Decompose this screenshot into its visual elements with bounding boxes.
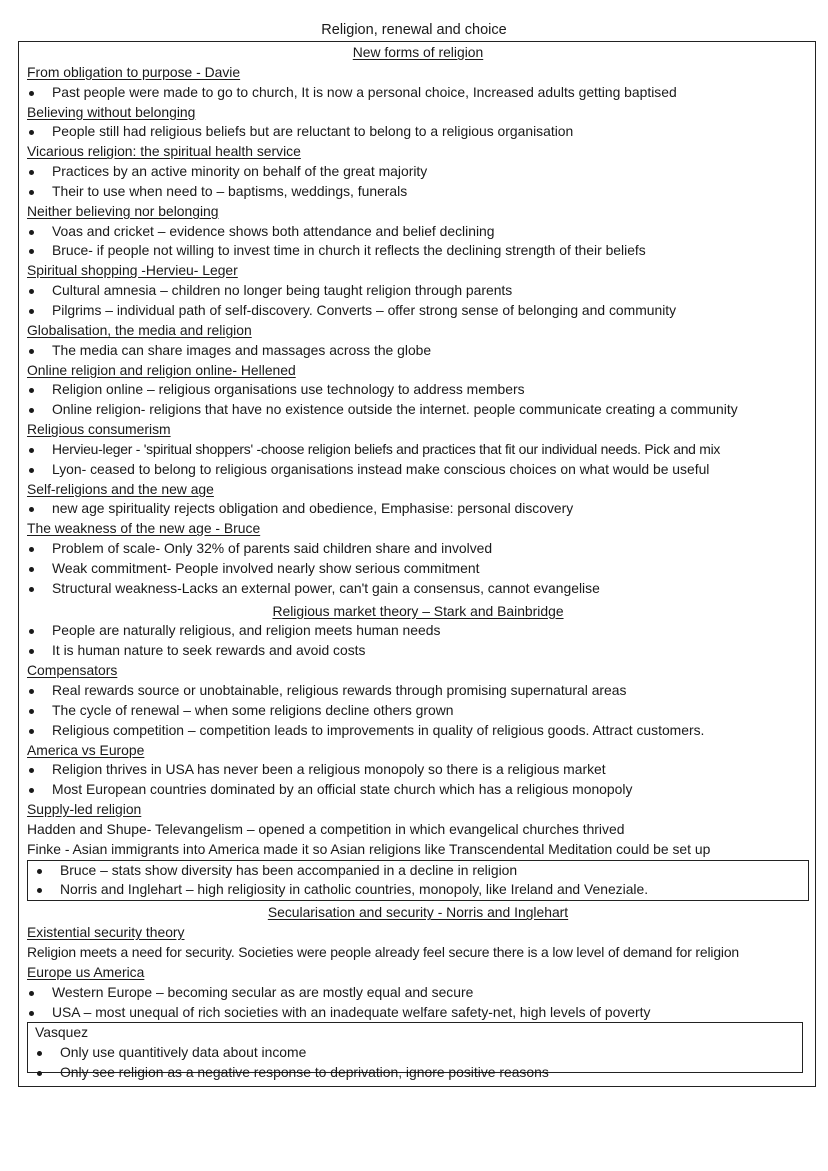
- bullet-item: Pilgrims – individual path of self-discovery. Converts – offer strong sense of belonging and community: [27, 301, 817, 321]
- bullet-item: Most European countries dominated by an official state church which has a religious monopoly: [27, 780, 817, 800]
- notes-content: [27, 43, 817, 1081]
- subsection-heading: Self-religions and the new age: [27, 480, 214, 497]
- bullet-item: Religion thrives in USA has never been a religious monopoly so there is a religious market: [27, 760, 817, 780]
- bullet-item: Weak commitment- People involved nearly show serious commitment: [27, 559, 817, 579]
- subsection-heading: Believing without belonging: [27, 103, 196, 120]
- bullet-item: Western Europe – becoming secular as are mostly equal and secure: [27, 983, 817, 1003]
- subsection-heading: Vicarious religion: the spiritual health service: [27, 143, 301, 160]
- bullet-item: Online religion- religions that have no existence outside the internet. people communicate creating a community: [27, 400, 817, 420]
- section-heading: Secularisation and security - Norris and Inglehart: [267, 904, 569, 921]
- bullet-item: People still had religious beliefs but are reluctant to belong to a religious organisation: [27, 122, 817, 142]
- bullet-item: Bruce – stats show diversity has been accompanied in a decline in religion: [35, 861, 808, 881]
- bullet-item: Religion online – religious organisations use technology to address members: [27, 380, 817, 400]
- text-line: Finke - Asian immigrants into America made it so Asian religions like Transcendental Meditation could be set up: [27, 840, 711, 857]
- text-line: Religion meets a need for security. Societies were people already feel secure there is a low level of demand for religion: [27, 943, 740, 960]
- subsection-heading: Neither believing nor belonging: [27, 202, 219, 219]
- bullet-item: Past people were made to go to church, It is now a personal choice, Increased adults getting baptised: [27, 83, 817, 103]
- bullet-item: Real rewards source or unobtainable, religious rewards through promising supernatural areas: [27, 681, 817, 701]
- bullet-item: Religious competition – competition leads to improvements in quality of religious goods. Attract customers.: [27, 721, 817, 741]
- bullet-item: Practices by an active minority on behalf of the great majority: [27, 162, 817, 182]
- bullet-item: Bruce- if people not willing to invest time in church it reflects the declining strength of their beliefs: [27, 241, 817, 261]
- subsection-heading: Compensators: [27, 662, 118, 679]
- bullet-item: Cultural amnesia – children no longer being taught religion through parents: [27, 281, 817, 301]
- bullet-item: The media can share images and massages across the globe: [27, 341, 817, 361]
- bullet-item: Norris and Inglehart – high religiosity in catholic countries, monopoly, like Ireland and Veneziale.: [35, 880, 808, 900]
- bullet-item: Only use quantitively data about income: [35, 1043, 802, 1063]
- bullet-item: It is human nature to seek rewards and avoid costs: [27, 641, 817, 661]
- page-title: Religion, renewal and choice: [321, 22, 507, 38]
- section-heading: Religious market theory – Stark and Bainbridge: [272, 602, 564, 619]
- section-heading: New forms of religion: [352, 44, 484, 60]
- bullet-item: Hervieu-leger - 'spiritual shoppers' -choose religion beliefs and practices that fit our individual needs. Pick and mix: [27, 440, 817, 460]
- bullet-item: USA – most unequal of rich societies with an inadequate welfare safety-net, high levels of poverty: [27, 1003, 817, 1023]
- subsection-heading: Religious consumerism: [27, 421, 171, 438]
- evaluation-box: [27, 860, 809, 902]
- subsection-heading: The weakness of the new age - Bruce: [27, 520, 261, 537]
- bullet-item: People are naturally religious, and religion meets human needs: [27, 621, 817, 641]
- bullet-item: new age spirituality rejects obligation and obedience, Emphasise: personal discovery: [27, 499, 817, 519]
- bullet-item: Voas and cricket – evidence shows both attendance and belief declining: [27, 222, 817, 242]
- subsection-heading: Europe us America: [27, 963, 145, 980]
- text-line: Hadden and Shupe- Televangelism – opened a competition in which evangelical churches thrived: [27, 820, 625, 837]
- subsection-heading: Supply-led religion: [27, 801, 142, 818]
- box-heading: Vasquez: [35, 1024, 89, 1041]
- subsection-heading: America vs Europe: [27, 741, 145, 758]
- subsection-heading: Globalisation, the media and religion: [27, 321, 252, 338]
- bullet-item: Their to use when need to – baptisms, weddings, funerals: [27, 182, 817, 202]
- bullet-item: Only see religion as a negative response to deprivation, ignore positive reasons: [35, 1063, 802, 1083]
- vasquez-box: [27, 1022, 803, 1081]
- subsection-heading: From obligation to purpose - Davie: [27, 63, 241, 80]
- subsection-heading: Spiritual shopping -Hervieu- Leger: [27, 262, 238, 279]
- bullet-item: Problem of scale- Only 32% of parents said children share and involved: [27, 539, 817, 559]
- subsection-heading: Online religion and religion online- Hellened: [27, 361, 296, 378]
- bullet-item: Lyon- ceased to belong to religious organisations instead make conscious choices on what would be useful: [27, 460, 817, 480]
- bullet-item: The cycle of renewal – when some religions decline others grown: [27, 701, 817, 721]
- bullet-item: Structural weakness-Lacks an external power, can't gain a consensus, cannot evangelise: [27, 579, 817, 599]
- subsection-heading: Existential security theory: [27, 924, 185, 941]
